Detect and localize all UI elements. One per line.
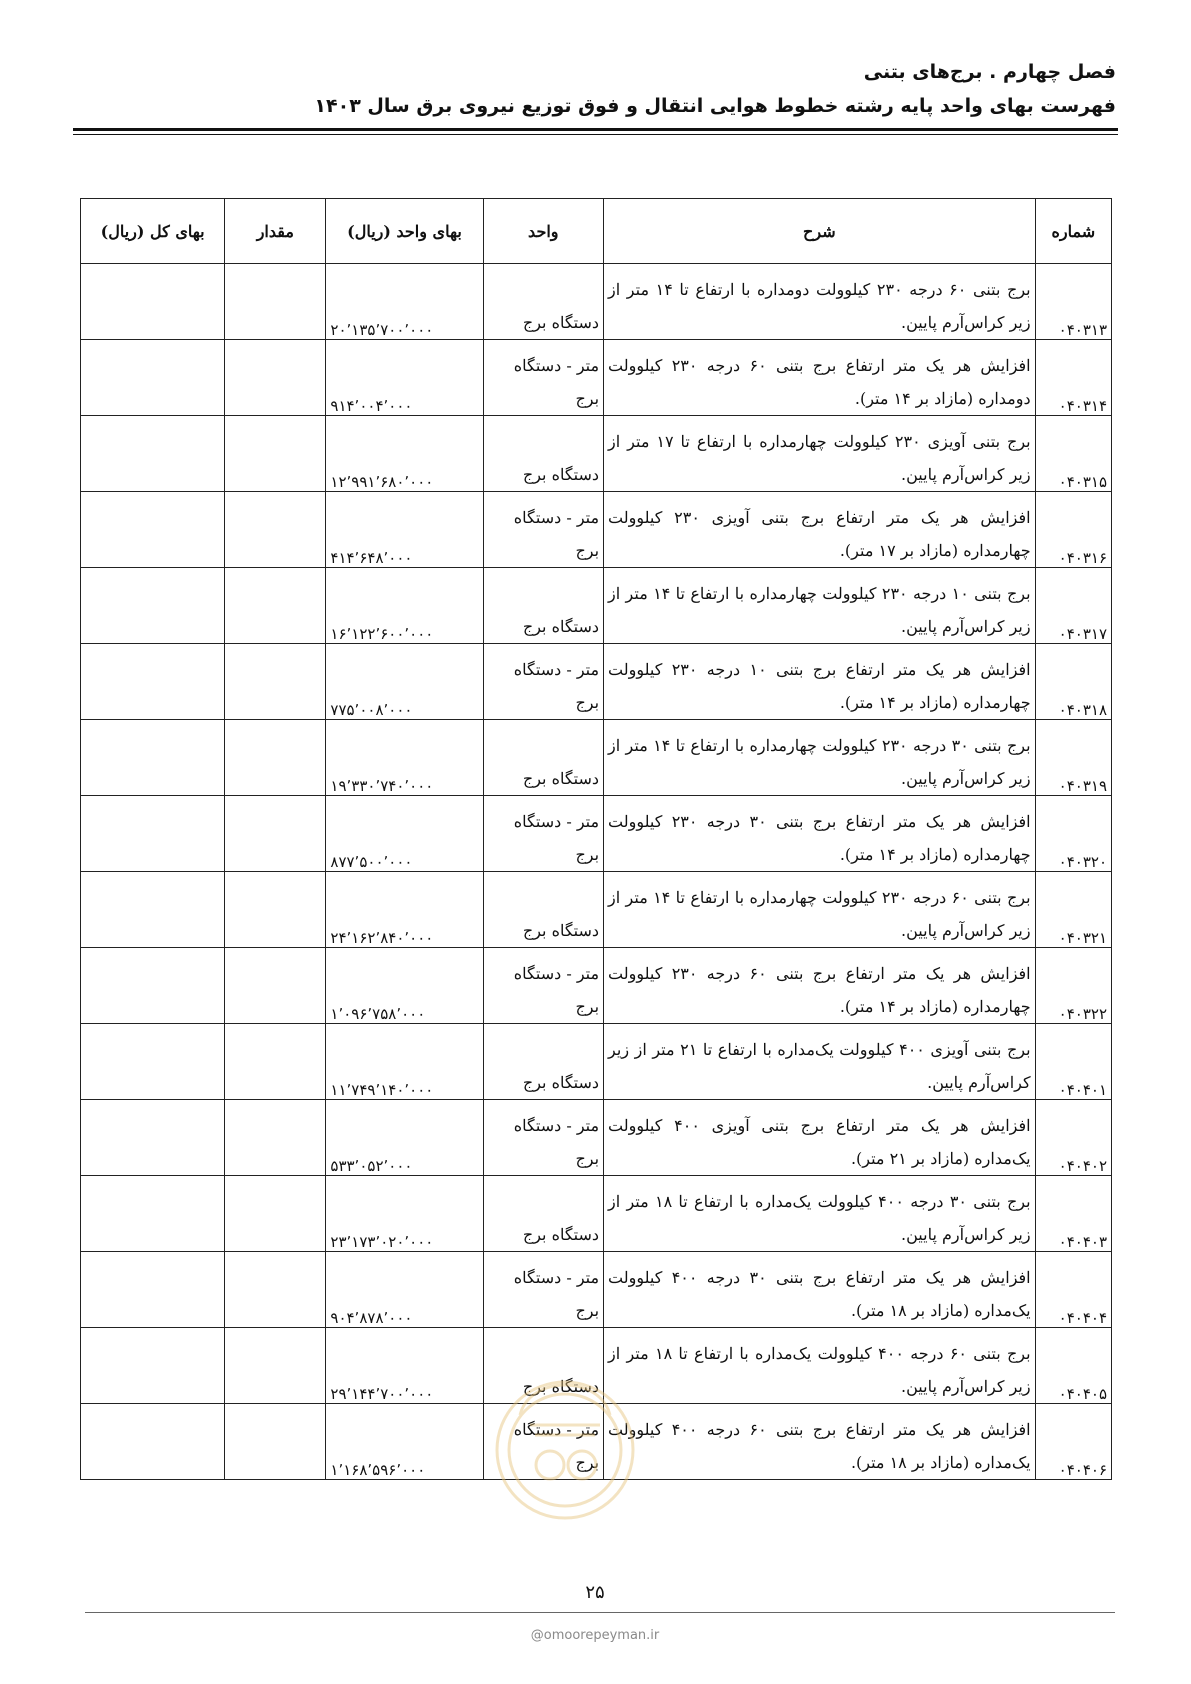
row-quantity <box>225 1100 326 1176</box>
row-unit-price: ۵۳۳٬۰۵۲٬۰۰۰ <box>326 1100 483 1176</box>
row-code: ۰۴۰۳۱۶ <box>1035 492 1111 568</box>
row-unit-price: ۱۹٬۳۳۰٬۷۴۰٬۰۰۰ <box>326 720 483 796</box>
row-description: افزایش هر یک متر ارتفاع برج بتنی ۶۰ درجه ۴۰۰ کیلوولت یک‌مداره (مازاد بر ۱۸ متر). <box>604 1404 1036 1480</box>
table-row <box>81 1100 1112 1176</box>
table-row <box>81 264 1112 340</box>
row-total-price <box>81 644 225 720</box>
row-description: برج بتنی ۶۰ درجه ۲۳۰ کیلوولت دومداره با ارتفاع تا ۱۴ متر از زیر کراس‌آرم پایین. <box>604 264 1036 340</box>
row-unit: متر - دستگاه برج <box>483 644 604 720</box>
row-unit: متر - دستگاه برج <box>483 948 604 1024</box>
row-code: ۰۴۰۳۱۳ <box>1035 264 1111 340</box>
row-code: ۰۴۰۴۰۳ <box>1035 1176 1111 1252</box>
row-description: برج بتنی ۶۰ درجه ۲۳۰ کیلوولت چهارمداره با ارتفاع تا ۱۴ متر از زیر کراس‌آرم پایین. <box>604 872 1036 948</box>
row-description: برج بتنی ۶۰ درجه ۴۰۰ کیلوولت یک‌مداره با ارتفاع تا ۱۸ متر از زیر کراس‌آرم پایین. <box>604 1328 1036 1404</box>
row-quantity <box>225 1024 326 1100</box>
header-description: شرح <box>604 199 1036 264</box>
row-total-price <box>81 264 225 340</box>
page-header <box>75 58 1116 120</box>
table-row <box>81 1176 1112 1252</box>
header-total-price: بهای کل (ریال) <box>81 199 225 264</box>
row-unit: دستگاه برج <box>483 568 604 644</box>
row-code: ۰۴۰۳۱۷ <box>1035 568 1111 644</box>
row-unit-price: ۲۰٬۱۳۵٬۷۰۰٬۰۰۰ <box>326 264 483 340</box>
document-subtitle: فهرست بهای واحد پایه رشته خطوط هوایی انتقال و فوق توزیع نیروی برق سال ۱۴۰۳ <box>314 95 1116 117</box>
row-total-price <box>81 948 225 1024</box>
row-unit-price: ۸۷۷٬۵۰۰٬۰۰۰ <box>326 796 483 872</box>
row-quantity <box>225 1252 326 1328</box>
row-unit: دستگاه برج <box>483 872 604 948</box>
row-code: ۰۴۰۳۲۲ <box>1035 948 1111 1024</box>
row-quantity <box>225 872 326 948</box>
table-row <box>81 720 1112 796</box>
row-description: افزایش هر یک متر ارتفاع برج بتنی ۳۰ درجه ۴۰۰ کیلوولت یک‌مداره (مازاد بر ۱۸ متر). <box>604 1252 1036 1328</box>
row-total-price <box>81 796 225 872</box>
row-quantity <box>225 720 326 796</box>
row-unit-price: ۴۱۴٬۶۴۸٬۰۰۰ <box>326 492 483 568</box>
row-unit: دستگاه برج <box>483 1024 604 1100</box>
row-total-price <box>81 568 225 644</box>
row-description: افزایش هر یک متر ارتفاع برج بتنی ۱۰ درجه ۲۳۰ کیلوولت چهارمداره (مازاد بر ۱۴ متر). <box>604 644 1036 720</box>
footer-divider <box>85 1612 1115 1613</box>
row-quantity <box>225 416 326 492</box>
row-unit-price: ۱۶٬۱۲۲٬۶۰۰٬۰۰۰ <box>326 568 483 644</box>
row-total-price <box>81 1328 225 1404</box>
header-unit-price: بهای واحد (ریال) <box>326 199 483 264</box>
row-description: افزایش هر یک متر ارتفاع برج بتنی آویزی ۲۳۰ کیلوولت چهارمداره (مازاد بر ۱۷ متر). <box>604 492 1036 568</box>
row-code: ۰۴۰۴۰۵ <box>1035 1328 1111 1404</box>
price-table <box>80 198 1112 1480</box>
chapter-title: فصل چهارم . برج‌های بتنی <box>863 61 1116 83</box>
table-row <box>81 948 1112 1024</box>
page-number: ۲۵ <box>585 1582 605 1603</box>
row-unit-price: ۲۳٬۱۷۳٬۰۲۰٬۰۰۰ <box>326 1176 483 1252</box>
row-unit: متر - دستگاه برج <box>483 1252 604 1328</box>
row-total-price <box>81 1404 225 1480</box>
row-description: برج بتنی آویزی ۴۰۰ کیلوولت یک‌مداره با ارتفاع تا ۲۱ متر از زیر کراس‌آرم پایین. <box>604 1024 1036 1100</box>
row-code: ۰۴۰۴۰۲ <box>1035 1100 1111 1176</box>
table-row <box>81 492 1112 568</box>
table-row <box>81 796 1112 872</box>
row-code: ۰۴۰۴۰۱ <box>1035 1024 1111 1100</box>
row-total-price <box>81 1176 225 1252</box>
row-unit: متر - دستگاه برج <box>483 1100 604 1176</box>
row-description: برج بتنی ۳۰ درجه ۲۳۰ کیلوولت چهارمداره با ارتفاع تا ۱۴ متر از زیر کراس‌آرم پایین. <box>604 720 1036 796</box>
row-code: ۰۴۰۳۱۹ <box>1035 720 1111 796</box>
row-description: افزایش هر یک متر ارتفاع برج بتنی ۳۰ درجه ۲۳۰ کیلوولت چهارمداره (مازاد بر ۱۴ متر). <box>604 796 1036 872</box>
row-code: ۰۴۰۳۲۰ <box>1035 796 1111 872</box>
row-unit-price: ۹۱۴٬۰۰۴٬۰۰۰ <box>326 340 483 416</box>
row-unit: دستگاه برج <box>483 1176 604 1252</box>
row-total-price <box>81 872 225 948</box>
row-unit: دستگاه برج <box>483 720 604 796</box>
row-quantity <box>225 644 326 720</box>
row-quantity <box>225 1328 326 1404</box>
table-row <box>81 340 1112 416</box>
row-code: ۰۴۰۳۱۴ <box>1035 340 1111 416</box>
row-total-price <box>81 340 225 416</box>
row-unit-price: ۱۱٬۷۴۹٬۱۴۰٬۰۰۰ <box>326 1024 483 1100</box>
row-quantity <box>225 492 326 568</box>
row-code: ۰۴۰۴۰۴ <box>1035 1252 1111 1328</box>
header-quantity: مقدار <box>225 199 326 264</box>
row-unit: دستگاه برج <box>483 1328 604 1404</box>
row-description: افزایش هر یک متر ارتفاع برج بتنی ۶۰ درجه ۲۳۰ کیلوولت دومداره (مازاد بر ۱۴ متر). <box>604 340 1036 416</box>
row-code: ۰۴۰۳۱۵ <box>1035 416 1111 492</box>
row-quantity <box>225 340 326 416</box>
row-total-price <box>81 492 225 568</box>
table-row <box>81 872 1112 948</box>
row-unit: متر - دستگاه برج <box>483 1404 604 1480</box>
row-total-price <box>81 1252 225 1328</box>
header-code: شماره <box>1035 199 1111 264</box>
row-total-price <box>81 416 225 492</box>
row-total-price <box>81 720 225 796</box>
site-watermark: @omoorepeyman.ir <box>530 1628 660 1643</box>
table-row <box>81 1024 1112 1100</box>
table-row <box>81 1252 1112 1328</box>
row-unit: دستگاه برج <box>483 264 604 340</box>
row-quantity <box>225 264 326 340</box>
row-quantity <box>225 796 326 872</box>
row-total-price <box>81 1100 225 1176</box>
table-row <box>81 568 1112 644</box>
row-unit: متر - دستگاه برج <box>483 340 604 416</box>
row-unit-price: ۱٬۱۶۸٬۵۹۶٬۰۰۰ <box>326 1404 483 1480</box>
header-divider-thin <box>73 134 1118 135</box>
row-description: برج بتنی ۱۰ درجه ۲۳۰ کیلوولت چهارمداره با ارتفاع تا ۱۴ متر از زیر کراس‌آرم پایین. <box>604 568 1036 644</box>
row-quantity <box>225 1176 326 1252</box>
row-unit-price: ۲۹٬۱۴۴٬۷۰۰٬۰۰۰ <box>326 1328 483 1404</box>
table-header-row <box>81 199 1112 264</box>
row-description: برج بتنی آویزی ۲۳۰ کیلوولت چهارمداره با ارتفاع تا ۱۷ متر از زیر کراس‌آرم پایین. <box>604 416 1036 492</box>
row-quantity <box>225 1404 326 1480</box>
row-unit-price: ۱٬۰۹۶٬۷۵۸٬۰۰۰ <box>326 948 483 1024</box>
row-unit-price: ۱۲٬۹۹۱٬۶۸۰٬۰۰۰ <box>326 416 483 492</box>
row-description: افزایش هر یک متر ارتفاع برج بتنی ۶۰ درجه ۲۳۰ کیلوولت چهارمداره (مازاد بر ۱۴ متر). <box>604 948 1036 1024</box>
row-unit-price: ۲۴٬۱۶۲٬۸۴۰٬۰۰۰ <box>326 872 483 948</box>
header-unit: واحد <box>483 199 604 264</box>
row-unit-price: ۷۷۵٬۰۰۸٬۰۰۰ <box>326 644 483 720</box>
row-unit-price: ۹۰۴٬۸۷۸٬۰۰۰ <box>326 1252 483 1328</box>
row-code: ۰۴۰۳۱۸ <box>1035 644 1111 720</box>
row-quantity <box>225 948 326 1024</box>
row-total-price <box>81 1024 225 1100</box>
row-description: افزایش هر یک متر ارتفاع برج بتنی آویزی ۴۰۰ کیلوولت یک‌مداره (مازاد بر ۲۱ متر). <box>604 1100 1036 1176</box>
watermark-seal <box>490 1355 640 1535</box>
row-unit: دستگاه برج <box>483 416 604 492</box>
row-code: ۰۴۰۴۰۶ <box>1035 1404 1111 1480</box>
row-quantity <box>225 568 326 644</box>
table-row <box>81 644 1112 720</box>
header-divider-thick <box>73 128 1118 131</box>
table-row <box>81 416 1112 492</box>
row-unit: متر - دستگاه برج <box>483 796 604 872</box>
row-description: برج بتنی ۳۰ درجه ۴۰۰ کیلوولت یک‌مداره با ارتفاع تا ۱۸ متر از زیر کراس‌آرم پایین. <box>604 1176 1036 1252</box>
row-code: ۰۴۰۳۲۱ <box>1035 872 1111 948</box>
row-unit: متر - دستگاه برج <box>483 492 604 568</box>
